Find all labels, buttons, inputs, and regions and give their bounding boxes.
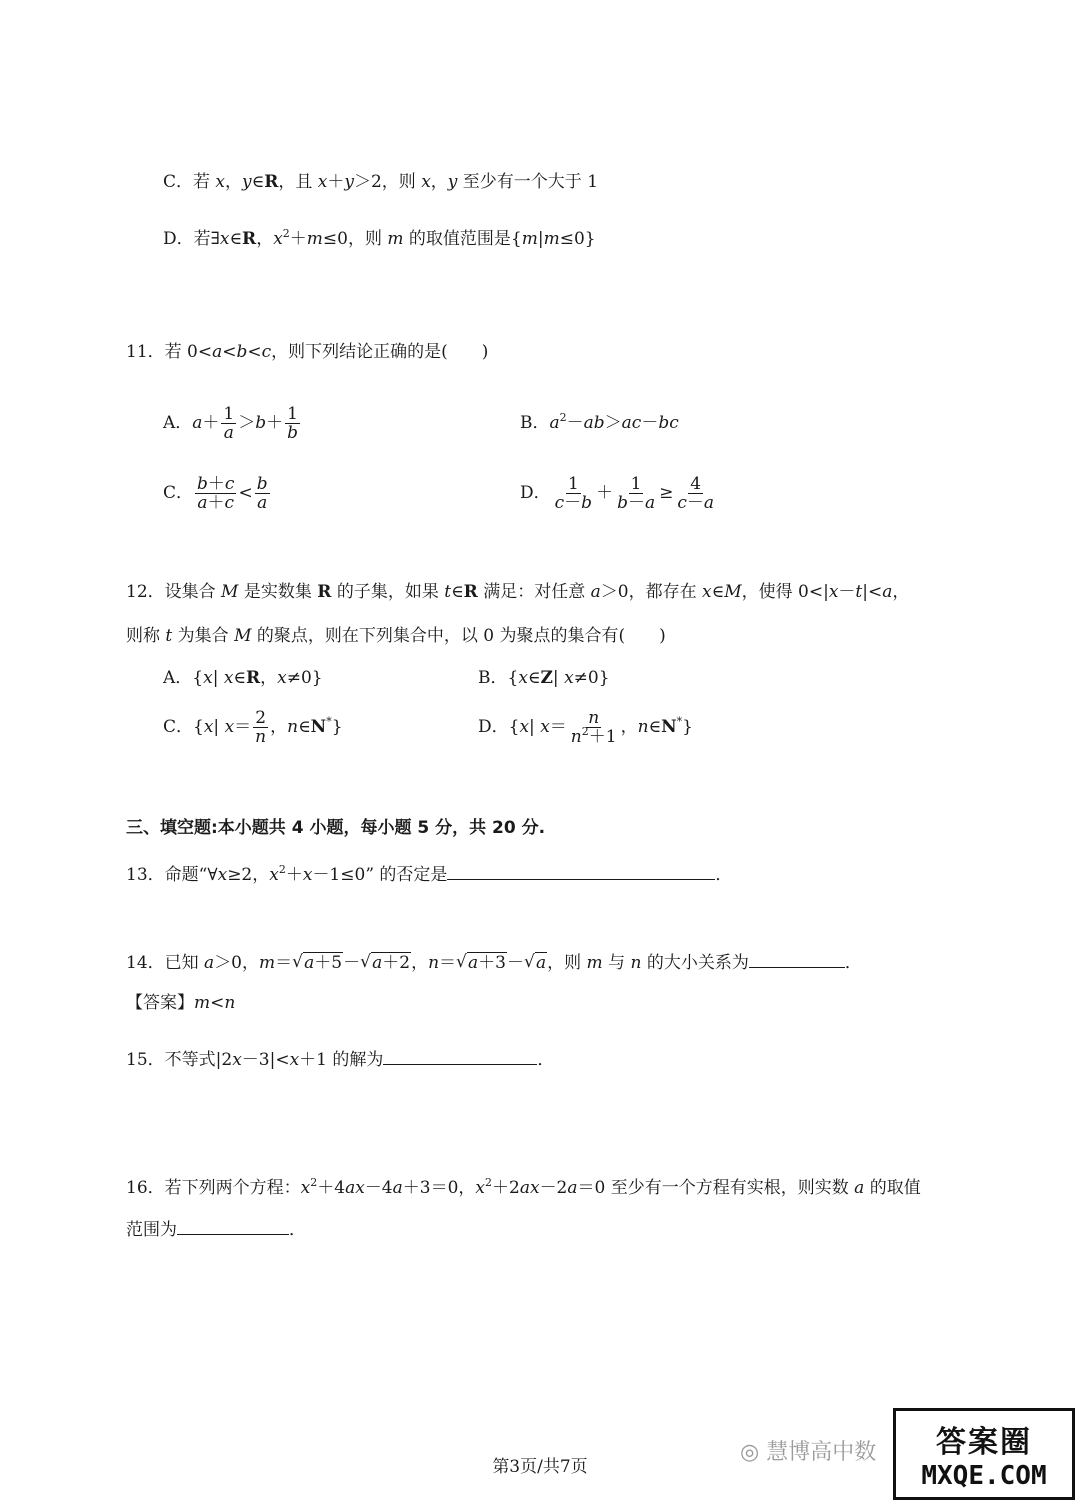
option-label: B．{: [478, 668, 519, 688]
question-12-stem-line2: 则称 t 为集合 M 的聚点，则在下列集合中，以 0 为聚点的集合有( ): [126, 626, 666, 646]
q12-option-a: A．{x| x∈R，x≠0}: [163, 668, 323, 688]
q12-option-b: B．{x∈Z| x≠0}: [478, 668, 610, 688]
q11-option-c: C． $\frac{b+c}{a+c}$ < $\frac{b}{a}$: [163, 474, 268, 513]
option-label: D．若∃: [163, 229, 220, 249]
logo-text: 答案圈: [936, 1425, 1032, 1460]
section-heading: 三、填空题:本小题共 4 小题，每小题 5 分，共 20 分.: [126, 818, 546, 838]
question-text: 的取值: [869, 1178, 921, 1198]
option-text: 的取值范围是{: [408, 229, 522, 249]
question-16-line2: 范围为 ．: [126, 1220, 306, 1240]
q12-option-c: C．{x| x＝ $\frac{2}{n}$ ，n∈N*}: [163, 708, 343, 747]
question-13: 13．命题“∀x≥2，$x^2+x-1\le 0$” 的否定是 ．: [126, 863, 733, 885]
option-label: A．{: [163, 668, 204, 688]
q11-option-a: A．a＋ $\frac{1}{a}$ ＞b＋ $\frac{1}{b}$: [163, 404, 299, 443]
wechat-icon: ◎: [740, 1440, 760, 1465]
watermark-account: [740, 1435, 876, 1466]
question-text: ，则下列结论正确的是( ): [271, 342, 489, 362]
q10-option-c: C．若 x，y∈R，且 x＋y＞2，则 x，y 至少有一个大于 1: [163, 172, 599, 192]
watermark-logo: [893, 1408, 1075, 1500]
answer-label: 【答案】: [126, 993, 194, 1013]
question-text: 12．设集合: [126, 582, 216, 602]
question-11-stem: 11．若 0<a<b<c，则下列结论正确的是( ): [126, 342, 489, 362]
question-14: 14．已知 a＞0，m＝√ a＋5－√ a＋2，n＝√ a＋3－√ a，则 m 与 n 的大小关系为 ．: [126, 951, 862, 975]
question-16-line1: 16．若下列两个方程：$x^2+4ax-4a+3=0$，$x^2+2ax-2a=0$ 至少有一个方程有实根，则实数 a 的取值: [126, 1176, 921, 1198]
question-12-stem-line1: 12．设集合 M 是实数集 R 的子集，如果 t∈R 满足：对任意 a＞0，都存在 x∈M，使得 0<|x－t|<a，: [126, 582, 910, 602]
question-14-answer: 【答案】m<n: [126, 993, 236, 1013]
question-text: 至少有一个方程有实根，则实数: [610, 1178, 849, 1198]
question-text: 13．命题“∀: [126, 865, 218, 885]
question-text: 的否定是: [379, 865, 448, 885]
answer-blank: [447, 863, 715, 880]
answer-blank: [177, 1218, 289, 1235]
question-text: 16．若下列两个方程：: [126, 1178, 301, 1198]
question-text: 的解为: [332, 1050, 384, 1070]
page-number: 第3页/共7页: [492, 1457, 588, 1477]
q12-option-d: D．{x| x＝ $\frac{n}{n^2+1}$ ，n∈N*}: [478, 708, 693, 747]
watermark-text: 慧博高中数: [766, 1440, 877, 1465]
q10-option-d: D．若∃x∈R，$x^2+m\le 0$，则 m 的取值范围是{m|m≤0}: [163, 227, 596, 249]
answer-blank: [383, 1048, 537, 1065]
option-label: C．若: [163, 172, 211, 192]
question-text: 为集合: [177, 626, 229, 646]
question-text: 范围为: [126, 1220, 177, 1240]
q11-option-d: D． $\frac{1}{c-b}$ ＋ $\frac{1}{b-a}$ ≥ $\frac{4}{c-a}$: [520, 474, 715, 513]
q11-option-b: B．$a^2-ab>ac-bc$: [520, 411, 679, 433]
question-text: 15．不等式|2: [126, 1050, 233, 1070]
question-15: 15．不等式|2x－3|<x＋1 的解为 ．: [126, 1050, 555, 1070]
logo-url: MXQE.COM: [921, 1461, 1047, 1491]
question-text: 11．若 0<: [126, 342, 213, 362]
question-text: 14．已知: [126, 953, 199, 973]
answer-blank: [749, 951, 845, 968]
